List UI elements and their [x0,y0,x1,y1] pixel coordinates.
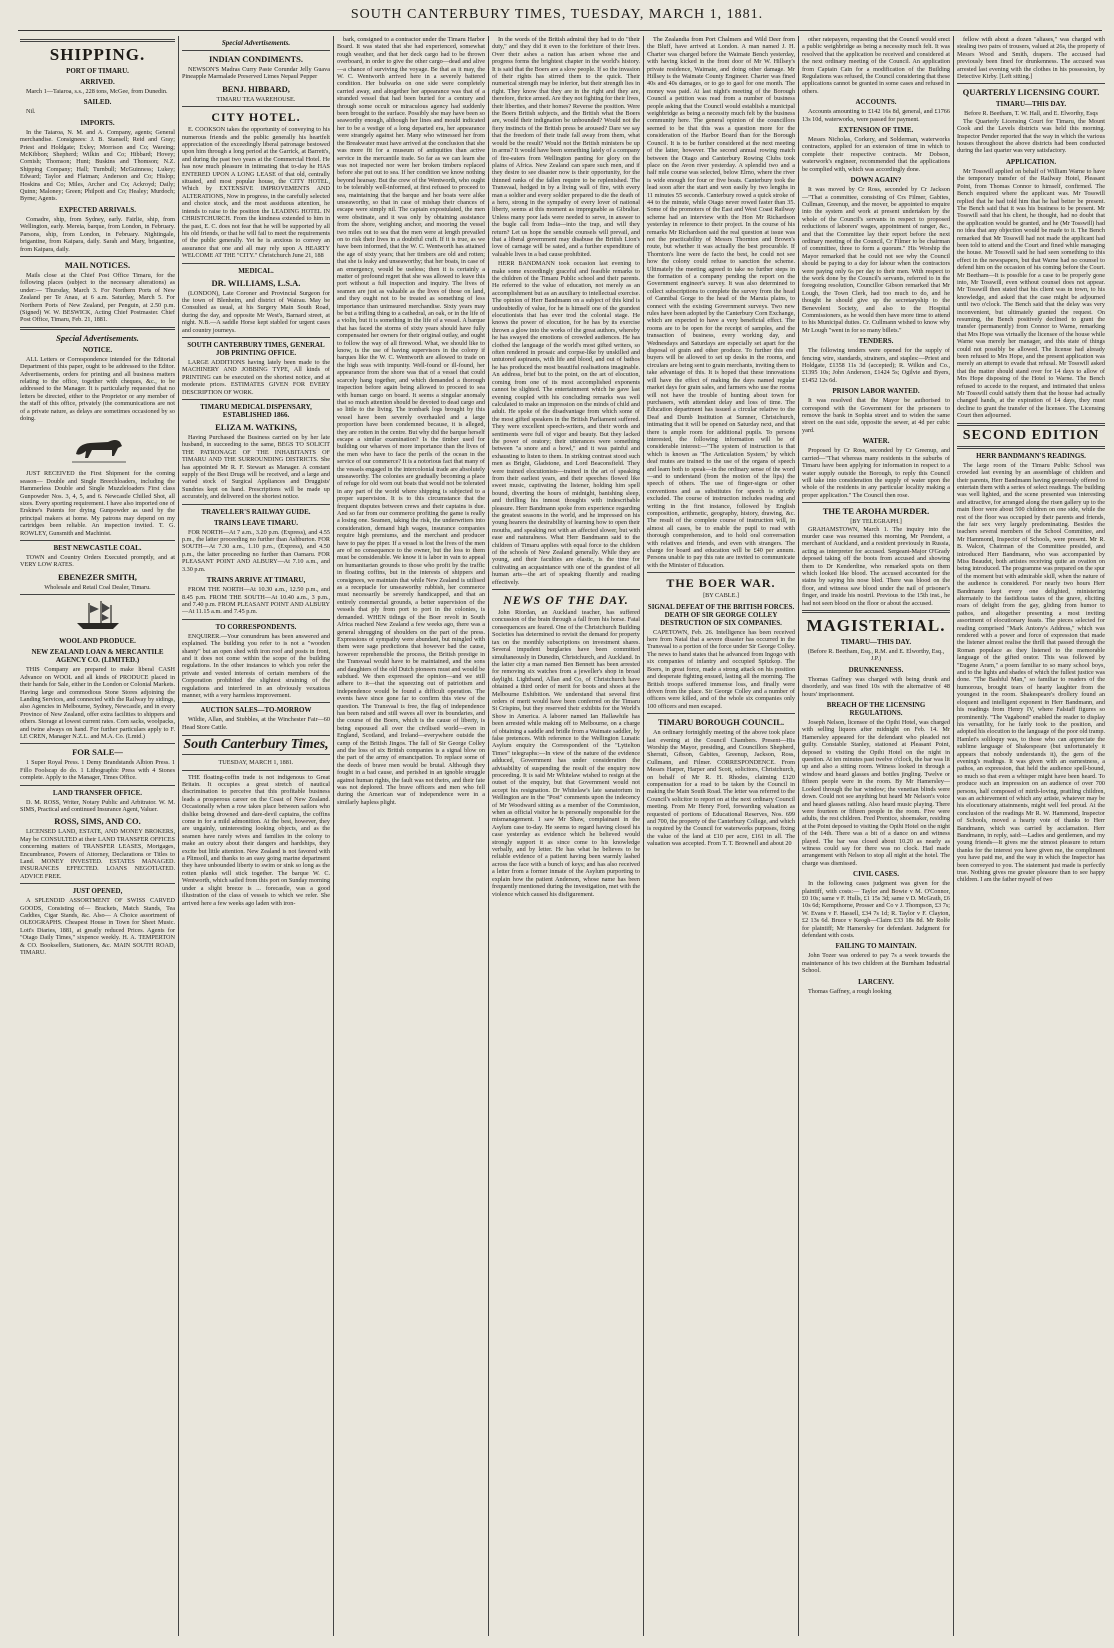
swiss-heading: JUST OPENED, [72,887,123,896]
council-continued: other ratepayers, requesting that the Council would erect a public weighbridge as being a necessity much felt. It was resolved that the application be received and considered at the next ordinary meeting of the Council. An application from Captain Cain for a modification of the Building Regulations was refused, the Council considering that these applications cannot be granted in some cases and refused in others. [802,36,950,95]
divider [20,883,175,884]
column-3 [337,36,485,1638]
application-text: Mr Tosswill applied on behalf of William Warne to have the temporary transfer of the Railway Hotel, Pleasant Point, from Thomas Connor to himself, confirmed. The Bench enquired where the applicant was. Mr Tosswill replied that he had told him that he had better be present. The Bench said that it was his business to be present. Mr Tosswill said that his client, he thought, had no doubt that the application would be granted, and he (Mr Tosswill) had no idea that any objection would be made to it. The Bench remarked that Mr Tosswill had not made the applicant had been told to attend and the Court and fined while managing the house. Mr Tosswill said he had seen something to this effect in the newspapers, but that Warne had no counsel to defend him on the occasion of his coming before the Court. Mr Beetham—It is possible for a case to be properly gone into, Mr Tosswill, even without counsel does not appear. Mr Tosswill then stated that his client was in town, to his knowledge, and asked that the case might be adjourned until two o'clock. The Bench said that the delay was very inconvenient, but ultimately granted the request. On resuming, the Bench positively declined to grant the transfer (permanently) from Connor to Warne, remarking that Mrs Hope was virtually the licensee of the house while Warne was merely her manager, and this state of things could not possibly be allowed. The license had already been refused to Mrs Hope, and the present application was merely an attempt to evade that refusal. Mr Tosswill asked that the matter should stand over for 14 days to allow of Mrs Hope disposing of the Hotel to Warne. The Bench refused to accede to the request, and intimated that unless Mr Tosswill could satisfy them that the house had actually changed hands, at the expiration of 14 days, they must decline to grant the transfer of the licensee. The Licensing Court then adjourned. [957,167,1105,420]
te-aroha-text: GRAHAMSTOWN, March 1. The inquiry into the murder case was resumed this morning, Mr Prendent, a merchant of Auckland, and a resident previously in Russia, acting as interpreter for accused. Sergeant-Major O'Grady deposed taking off the boots from accused and showing them to Dr Kenderdine, who remarked spots on them which looked like blood. The accused accounted for the stains by saying his nose bled. There was blood on the floor, and witness saw blood under the nail of prisoner's finger, and inside his nostril. Previous to the 15th inst., he had not seen blood on the floor or about the accused. [802,525,950,607]
trains-arrive-heading: TRAINS ARRIVE AT TIMARU, [206,576,306,585]
borough-council-text: An ordinary fortnightly meeting of the above took place last evening at the Council Chambers. Present—His Worship the Mayor, presiding, and Councillors Shepherd, Sherratt, Gibson, Gabites, Greenup, Jackson, Ross, Cullmann, and Filmer. CORRESPONDENCE. From Messrs Harper, Harper and Scott, solicitors, Christchurch, on behalf of Mr R. H. Rhodes, claiming £120 compensation for a road to be taken by the Council in making the Main South Road. The letter was referred to the Council's solicitor to report on at the next ordinary Council meeting. From Mr Henry Ford, forwarding valuation as requested of portions of Educational Reserves, Nos. 699 and 700, the property of the Canterbury College, and which is required by the Council for waterworks purposes, fixing the value of the land at £10 per acre, £161 in all. The valuation was accepted. From T. T. Brownell and about 20 [647,729,795,848]
divider [182,399,330,400]
dispensary-heading: TIMARU MEDICAL DISPENSARY, ESTABLISHED 1866. [200,403,312,419]
swiss-text: A SPLENDID ASSORTMENT OF SWISS CARVED GOODS, Consisting of— Brackets, Match Stands, Tea Caddies, Cigar Stands, &c. Also— A Choice assortment of OLEOGRAPHS. Cheapest House in Town for Sheet Music. Lott's Diaries, 1881, at greatly reduced Prices. Agents for "Otago Daily Times," sixpence weekly. H. A. TEMPERTON & CO. Booksellers, Stationers, &c. MAIN SOUTH ROAD, TIMARU. [20,897,175,957]
down-again-text: It was moved by Cr Ross, seconded by Cr Jackson—"That a committee, consisting of Crs Filmer, Gabites, Cullman, Greenup, and the mover, be appointed to enquire into the system and work at present undertaken by the whole of the Council's servants in respect to proposed reductions of laborers' wages, appointment of ranger, &c., and that the Committee lay their report before the next ordinary meeting of the Council, Cr Filmer to be chairman of committee, three to form a quorum." His Worship the Mayor remarked that he could not see why the Council should be paying to a day for labour when the contractors were paying only 6s per day to their men. With respect to the work done by the Council's servants, referred to in the foregoing resolution, Councillor Gibson remarked that Mr Lough, the Town Clerk, had too much to do, and he thought he should give up the secretaryship to the Benevolent Society, and also to the Hospital Commissioners, as he would then have more time to attend to his Municipal duties. Cr. Cullmann wished to know why Mr Lough "went in for so many billets." [802,186,950,334]
extension-label: EXTENSION OF TIME. [838,126,914,135]
water-label: WATER. [862,437,890,446]
column-rule [178,36,179,1636]
divider [647,713,795,714]
mail-text: Mails close at the Chief Post Office Timaru, for the following places (subject to the necessary alterations) as under:— Thursday, March 3. For Northern Ports of New Zealand per Te Anau, at 6 a.m. Saturday, March 5. For Northern Ports of New Zealand, per Penguin, at 2.50 p.m. (Signed) W. W. BESWICK, Acting Chief Postmaster. Chief Post Office, Timaru, Feb. 21, 1881. [20,271,175,324]
for-sale-heading: FOR SALE— [72,747,123,758]
divider [802,610,950,613]
wool-heading: WOOL AND PRODUCE. [59,637,136,646]
column-7 [957,36,1105,1638]
land-transfer-heading: LAND TRANSFER OFFICE. [52,788,143,797]
divider [20,39,175,42]
arrived-text: March 1—Taiaroa, s.s., 228 tons, McGee, from Dunedin. [26,88,168,95]
divider [182,619,330,620]
accounts-text: Accounts amounting to £142 16s 8d, general, and £1766 13s 10d, waterworks, were passed for payment. [802,108,950,123]
masthead: SOUTH CANTERBURY TIMES, TUESDAY, MARCH 1, 1881. [350,7,764,22]
accounts-label: ACCOUNTS. [855,98,897,107]
column-4 [492,36,640,1638]
licensing-court-bench: Before R. Beetham, T. W. Hall, and E. Elworthy, Esqs [964,110,1098,118]
city-hotel-heading: CITY HOTEL. [211,110,301,125]
trains-arrive-text: FROM THE NORTH—At 10.30 a.m., 12.50 p.m., and 8.45 p.m. FROM THE SOUTH—At 10.40 a.m., 3 p.m., and 7.40 p.m. FROM PLEASANT POINT AND ALBURY—At 11.15 a.m. and 7.45 p.m. [182,586,330,616]
dog-engraving-icon [68,426,128,466]
paper-nameplate: South Canterbury Times, [182,735,330,755]
divider [182,50,330,51]
boer-war-byline: [BY CABLE.] [703,592,739,600]
column-rule [798,36,799,1636]
bandmann-editorial: HERR BANDMANN took occasion last evening to make some exceedingly graceful and feasible remarks to the children of the Timaru Public school and their parents. He referred to the value of education, not merely as an accomplishment but as an auxiliary to intellectual exercise. The opinion of Herr Bandmann on a subject of this kind is undoubtedly of value, for he is himself one of the grandest elocutionists that has ever trod the colonial stage. He knows the power of elocution, for he has by its exercise thrown a glow into the works of the great authors, whereby he has swayed the emotions of crowded audiences. He has clothed the language of the world's most gifted writers, so often rendered in prosaic and corpse-like by unskilled and untutored aspirants, with life and blood, and out of bathos he has produced the most beautiful realisations imaginable. An address, brief but to the point, on the art of elocution, coming from one of its most accomplished exponents cannot be slighted. The entertainment which he gave last evening coupled with his concluding remarks was well calculated to make an impression on the minds of child and adult. He spoke of the disadvantage from which some of the most gifted speakers in the British Parliament suffered. They were excellent speech-writers, and their words and sentiments were full of vigor and beauty. But they lacked the power of oratory; their utterances were something between "a snore and a howl," and it was painful and exhausting to listen to them. In striking contrast stood such men as Bright, Gladstone, and Lord Beaconsfield. They were trained elocutionists—trained in the art of speaking from their earliest years, and their speeches flowed like sweet music, captivating the listener, holding him spell bound, diverting the hours of midnight, banishing sleep, and thrilling his inmost thoughts with indescribable pleasure. Herr Bandmann spoke from experience regarding the greatest seasons in the world, and he impressed on his young hearers the desirability of learning how to open their mouths, and speaking not with an affected slower, but with ease and naturalness. What Herr Bandmann said to the children of Timaru applies with equal force to the children of the schools of New Zealand generally. While they are young, and their faculties are elastic, is the time for cultivating an acquaintance with one of the grandest of all human arts—the art of speaking fluently and reading effectively. [492,260,640,586]
borough-council-heading: TIMARU BOROUGH COUNCIL. [657,717,785,728]
williams-name: DR. WILLIAMS, L.S.A. [211,277,301,288]
williams-text: (LONDON), Late Coroner and Provincial Surgeon for the town of Blenheim, and district of Wairau. May be Consulted as usual, at his Surgery Main South Road, during the day, and opposite Mr West's, Barnard street, at night. N.B.—A saddle Horse kept stabled for urgent cases and country journeys. [182,289,330,334]
for-sale-text: 1 Super Royal Press. 1 Demy Brandstands Albion Press. 1 Fillo Foolscap do do. 1 Lithographic Press with 4 Stones complete. Apply to the Manager, Times Office. [20,759,175,782]
tenders-label: TENDERS. [858,337,894,346]
arrived-label: ARRIVED. [80,78,115,86]
dispensary-name: ELIZA M. WATKINS, [215,422,297,432]
boer-war-text: CAPETOWN, Feb. 26. Intelligence has been received here from Natal that a severe disaster has occurred in the Transvaal to a portion of the force under Sir George Colley. The news to hand states that he advanced from Ingogo with six companies of infantry and occupied Spitzkop. The Boers, in great force, made a strong attack on his position and desperate fighting ensued, lasting all the morning. The British troops suffered immense loss, and finally were driven from the place. Sir George Colley and a number of officers were killed, and of the whole six companies only 100 officers and men escaped. [647,628,795,710]
indian-text: NEWSON'S Madras Curry Paste Corundar Jelly Guava Pineapple Marmalade Preserved Limes Nepaul Pepper [182,66,330,81]
coal-heading: BEST NEWCASTLE COAL. [53,544,142,553]
breach-label: BREACH OF THE LICENSING REGULATIONS. [826,701,926,718]
licensing-court-sub: TIMARU—THIS DAY. [995,100,1067,109]
column-2 [182,36,330,1638]
te-aroha-heading: THE TE AROHA MURDER. [822,506,930,517]
divider [492,589,640,590]
drunkenness-text: Thomas Gaffney was charged with being drunk and disorderly, and was fined 10s with the alternative of 48 hours' imprisonment. [802,675,950,698]
news-of-the-day-text: John Riordan, an Auckland teacher, has suffered concussion of the brain through a fall from his horse. Fatal consequences are feared. One of the Christchurch Building Societies has determined to revisit the demand for property tax on the monthly subscriptions on investment shares. Several impudent burglaries have been committed simultaneously in Dunedin, Christchurch, and Auckland. In the latter city a man named Ben Bennett has been arrested for removing six watches from a jeweller's shop in broad daylight. Lightband, Allan and Co, of Christchurch have obtained a third order of merit for boots and shoes at the Melbourne Exhibition. We understand that several first orders of merit would have been conferred on the Timaru St Crispins, but they reserved their exhibits for the World's Show in America. A laborer named Ian Hallawhile has been arrested while making off to Melbourne, on a charge of obtaining a saddle and bridle from a Waimate saddler, by false pretences. With reference to the Wellington Lunatic Asylum enquiry the Correspondent of the "Lyttelton Times" telegraphs:—In view of the nature of the evidence adduced, Government has under consideration the advisability of suspending the result of the enquiry now proceeding. It is said Mr Whitelaw wished to resign at the outset of the enquiry, but that Government would not accept his resignation. Dr Whitelaw's late sanatorium in Wellington are in the "Post" comments upon the indecency of Mr Woodward sitting as a member of the Commission, when as official visitor he is personally responsible for the mismanagement. I saw Mr Shaw, complainant in the Asylum case to-day. He seems to regard having closed his case yesterday as evidence which he believed would strongly support it as since come to his knowledge verbally, and by letter. He has what he believes to be reliable evidence of a patient having been warmly lashed across the face with a bunch of keys; and has also received a letter from a former inmate of the Asylum purporting to explain how the patient Anderson, whose name has been frequently mentioned during the investigation, met with the violence which caused his disfigurement. [492,609,640,898]
sailed-label: SAILED. [83,98,112,107]
civil-cases-label: CIVIL CASES. [853,870,899,879]
divider [182,263,330,264]
divider [957,446,1105,449]
drunkenness-label: DRUNKENNESS. [848,665,904,674]
divider [20,743,175,744]
nzla-text: THIS Company are prepared to make liberal CASH Advance on WOOL and all kinds of PRODUCE placed in their hands for Sale, either in the London or Colonial Markets. Having large and commodious Stone Stores adjoining the Landing Services, and connected with the Railway by sidings, also Agencies in Melbourne, Sydney, Newcastle, and in every Province of New Zealand, offer extra facilities to shippers and others. Storage at lowest current rates. Corn sacks, woolpacks, and twine always on hand. For further particulars apply to F. LE CREN, Manager N.Z.L. and M.A. Co. (Lmtd.) [20,666,175,740]
city-hotel-text: E. COOKSON takes the opportunity of conveying to his numerous friends and the public generally his heartfelt appreciation of the exceedingly liberal patronage bestowed upon him through a long period at the Garrick, at Barrett's, and during the past two years at the Commercial Hotel. He has now much pleasure in intimating that to-day he HAS ENTERED UPON A LONG LEASE of that old, centrally situated, and most popular house, the CITY HOTEL, Which by EXTENSIVE IMPROVEMENTS AND ALTERATIONS, Now in progress, in the carefully selected and choice stock, and the most assiduous attention, he intends to raise to the position the LEADING HOTEL IN CHRISTCHURCH. From the kindness extended to him in the past, E. C. does not fear that he will be supported by all his old friends, or that he will fail to meet the requirements of the public generally. Yet he is anxious to convey an assurance that one and all may rely upon A HEARTY WELCOME AT THE "CITY." Christchurch June 21, 188 [182,126,330,260]
divider [20,785,175,786]
ship-engraving-icon [71,599,125,633]
maintain-text: John Tozer was ordered to pay 7s a week towards the maintenance of his two children at the Burnham Industrial School. [802,952,950,975]
port-heading: PORT OF TIMARU. [66,67,129,75]
expected-label: EXPECTED ARRIVALS. [59,205,136,214]
extension-text: Messrs Nicholas, Corkery, and Solderman, waterworks contractors, applied for an extension of time in which to complete their respective contracts. Mr Dobson, waterwork's engineer, recommended that the applications be complied with, which was accordingly done. [802,136,950,173]
second-edition-heading: SECOND EDITION [962,427,1100,443]
prison-label: PRISON LABOR WANTED. [832,387,920,396]
news-of-the-day-heading: NEWS OF THE DAY. [503,593,629,608]
divider [20,327,175,330]
divider [20,256,175,257]
expected-text: Comadre, ship, from Sydney, early. Fairlie, ship, from Wellington, early. Mereia, barque, from London, in February. Parsons, ship, from London, in February. Nightingale, brigantine, from Kaipara, daily. Sarah and Mary, brigantine, from Kaipara, daily. [20,215,175,253]
licensing-court-text: The Quarterly Licensing Court for Timaru, the Mount Cook and the Levels districts was held this morning. Inspector Pender reported that the way in which the various houses throughout the above districts had been conducted during the last quarter was very satisfactory. [957,117,1105,155]
trains-leave-text: FOR NORTH—At 7 a.m., 3.20 p.m. (Express), and 4.55 p.m., the latter proceeding no further than Ashburton. FOR SOUTH—At 7.30 a.m., 1.10 p.m., (Express), and 4.50 p.m., the latter proceeding no further than Oamaru. FOR PLEASANT POINT AND ALBURY—At 7.10 a.m., and 3.30 p.m. [182,528,330,573]
te-aroha-byline: [BY TELEGRAPH.] [850,518,902,526]
licensing-court-heading: QUARTERLY LICENSING COURT. [962,87,1100,98]
rowley-ad-text: JUST RECEIVED the First Shipment for the coming season— Double and Single Breechloaders, including the Hammerless Double and Single Muzzleloaders First class Gunpowder Nos. 3, 4, 5, and 6. Newcastle Chilled Shot, all sizes. Every sporting requirement. I have also imported one of Erskine's Patents for drying Gunpowder as used by the principal makers at home. My patrons may depend on my cartridges been reliable. An inspection invited. T. G. ROWLEY, Gunsmith and Machinist. [20,470,175,537]
imports-label: IMPORTS. [80,118,115,127]
larceny-label: LARCENY. [858,977,894,986]
mail-heading: MAIL NOTICES. [64,259,131,270]
divider [20,594,175,595]
indian-heading: INDIAN CONDIMENTS. [209,54,303,64]
masthead-rule [18,30,1102,31]
breach-text: Joseph Nelson, licensee of the Opihi Hotel, was charged with selling liquors after midnight on Feb. 14. Mr Hamersley appeared for the defendant who pleaded not guilty. Constable Stanley, stationed at Pleasant Point, deposed to visiting the Opihi Hotel on the night in question. At ten minutes past twelve o'clock, the bar was lit up and also a sitting room. Witness looked in through a window and heard glasses and bottles jingling. Twelve or fifteen people were in the room. By Mr Hamersley—Looked through the bar window; the venetian blinds were down. Could not see anything but heard Mr Nelson's voice and heard glasses rattling. Also heard music playing. There were fourteen or fifteen people in the room. Five were adults, the rest children. Fred Prentice, shoemaker, residing at the Point deposed to visiting the Opihi Hotel on the night of the 14th. There was a bit of a dance on and witness played. The bar was closed about 10.20 as nearly as witness could say for there was no clock. Had made arrangement with Nelson to stop all night at the hotel. The charge was dismissed. [802,719,950,867]
tenders-text: The following tenders were opened for the supply of fencing wire, standards, strainers, and staples:—Priest and Holdgate, £1358 11s 3d (accepted); R. Wilkin and Co., £1395 10s; John Anderson, £1424 5s; Ogilvie and Byers, £1452 12s 6d. [802,347,950,384]
news-items-continued: The Zealandia from Port Chalmers and Wild Deer from the Bluff, have arrived at London. A man named J. H. Charter was charged before the Waimate Bench yesterday, with having kicked in the front door of Mr W. Hillsey's private residence, Waimate, and doing other damage. Mr Hillsey is the Waimate County Engineer. Charter was fined 40s and 40s damages, or to go to gaol for one month. The money was paid. At last night's meeting of the Borough Council a petition was read from a number of business people asking that the Council would establish a municipal weighbridge as being a necessity much felt by the business community here. The general opinion of the councillors seemed to be that this was a question more for the consideration of the Harbor Board than for the Borough Council. It is to be further considered at the next meeting of the latter, however. The second annual rowing match between the Otago and Canterbury Rowing Clubs took place on the Avon river yesterday. A splendid two and a half mile course was selected, below Elrno, where the river is wide enough for four or five boats. Canterbury took the lead soon after the start and won easily by two lengths in 11 minutes 55 seconds. Canterbury rowed a quick stroke of 44 to the minute, while Otago never rowed faster than 35. Some of the promoters of the East and West Coast Railway scheme had an interview with the Hon Mr Richardson yesterday in reference to their project. In the course of his remarks Mr Richardson said the real question at issue was not the practicability of Messrs Thornton and Brown's route, but whether it was actually the best procurable. If Thornton's line were de facto the best, he could not see how the colony could refuse to sanction the scheme. Ultimately the meeting agreed to take no further steps in the formation of a company pending the report on the Government engineer's survey. It was also determined to collect subscriptions to complete the survey from the head of Cannibal Gorge to the head of the Maruia plains, to connect with the existing Government surveys. Two new rules have been adopted by the Canterbury Corn Exchange, which are expected to have a very beneficial effect. The rooms are to be open for the receipt of samples, and the transaction of business, every working day, and Wednesdays and Saturdays are especially set apart for the disposal of grain and other produce. To further this end buyers will be allowed to set up desks in the rooms, and circulars are being sent to grain merchants, inviting them to take advantage of this. It is hoped that these innovations will have the effect of making the days named regular market days for grain sales, and farmers who use the rooms will not have the trouble of hunting about town for purchasers, with attendant delay and loss of time. The Education department has issued a circular relative to the Deaf and Dumb Institution at Sumner, Christchurch, intimating that it will be opened on Saturday next, and that there is ample room for additional pupils. To persons interested, the following information will be of considerable interest:—"The system of instruction is that which is known as 'The Articulation System,' by which deaf mutes are trained to the use of the organs of speech and learn both to speak—in the ordinary sense of the word—and to understand (from the motion of the lips) the speech of others. The use of finger-signs or other conventions and as substitutes for speech is strictly excluded. The course of instruction includes reading and writing in the first instance, followed by English composition, arithmetic, geography, history, drawing, &c. The result of the complete course of instruction will, in almost all cases, be to enable the pupil to read with thorough comprehension, and to hold oral conversation with relatives and friends, and even with strangers. The charge for board and education will be £40 per annum. Persons unable to pay this rate are invited to communicate with the Minister of Education. [647,36,795,569]
larceny-text: Thomas Gaffney, a rough looking [808,987,892,995]
divider [802,502,950,503]
coal-text: TOWN and Country Orders Executed promptly, and at VERY LOW RATES. [20,554,175,569]
job-office-heading: SOUTH CANTERBURY TIMES, GENERAL JOB PRINTING OFFICE. [187,340,325,357]
hibbard-sub: TIMARU TEA WAREHOUSE. [216,95,296,103]
divider [20,540,175,541]
column-6 [802,36,950,1638]
trains-leave-heading: TRAINS LEAVE TIMARU. [214,518,298,527]
land-transfer-names: D. M. ROSS, Writer, Notary Public and Arbitrator. W. M. SIMS, Practical and continued Insurance Agent, Valuer. [20,798,175,813]
land-transfer-text: LICENSED LAND, ESTATE, AND MONEY BROKERS, May be CONSULTED at their LAND TRANSFER OFFICES concerning matters of TRANSFER LEASES, Mortgages, Encumbrance, Powers of Attorney, Declarations or Titles to Land. MONEY INVESTED. ESTATES MANAGED. INSURANCES EFFECTED. LOANS NEGOTIATED. ADVICE FREE. [20,828,175,880]
column-rule [488,36,489,1636]
job-office-text: LARGE ADDITIONS having lately been made to the MACHINERY AND JOBBING TYPE, All kinds of PRINTING can be executed on the shortest notice, and at moderate prices. ESTIMATES GIVEN FOR EVERY DESCRIPTION OF WORK. [182,358,330,396]
divider [182,337,330,338]
application-label: APPLICATION. [1005,157,1057,166]
maintain-label: FAILING TO MAINTAIN. [835,942,917,951]
boer-war-heading: THE BOER WAR. [666,576,776,591]
magisterial-bench: (Before R. Beetham, Esq., R.M. and E. Elworthy, Esq., J.P.) [807,648,945,663]
larceny-continued: fellow with about a dozen "aliases," was charged with stealing two pairs of trousers, valued at 26s, the property of Messrs Wood and Smith, drapers. The accused had previously been fined for drunkenness. The accused was arrested last evening with the clothes in his possession, by Detective Kirby. [Left sitting.] [957,36,1105,81]
divider [182,504,330,505]
column-5 [647,36,795,1638]
hibbard-name: BENJ. HIBBARD, [222,83,290,94]
magisterial-heading: MAGISTERIAL. [806,616,946,635]
boer-editorial-continued: In the words of the British admiral they had to do "their duty," and they did it even to the forfeiture of their lives. Over their ashes a nation has arisen whose rise and progress forms the brightest chapter in the world's history. It is said that the Boers are a slow people. If so the invasion of their rights has stirred them to the quick. Their numerical strength may be inferior, but their strength lies in right. They know that they are in the right and they are, therefore, thrice armed. Are they not fighting for their lives, their liberties, and their homes? Reverse the position. Were the Boers British subjects, and the British what the Boers are, would their indignation be unbounded? Would not the fiery instincts of the British press be aroused? Dare we say that the freedom of their trade fall away from them, what would be the result? Would not the British ministers be up in arms? It would have been something lately of a company of fire-eaters from Wellington panting for glory on the plains of Africa. New Zealand can spare such men, and if they desire to see disaster now is their opportunity, for the thinned ranks of the fallen require to be replenished. The Transvaal, hedged in by a living wall of fire, with every man a soldier and every soldier prepared to die the death of a hero, strong in the sympathy of every lover of national liberty, seems at this moment as impregnable as Gibraltar. Unless many poor lads were needed to serve, in answer to the bugle call from India—into the trap, and will they return? Let us hope the sensible counsels will prevail, and that a liberal government may disabuse the British Lion's love of carnage will be sated, and a further expenditure of valuable lives in a bad cause prohibited. [492,36,640,258]
nzla-heading: NEW ZEALAND LOAN & MERCANTILE AGENCY CO. (LIMITED.) [31,648,164,665]
prison-text: It was resolved that the Mayor be authorised to correspond with the Government for the prisoners to remove the bank in Sophia street and to widen the same street on the east side, opposite the sewer, at 4d per cubic yard. [802,397,950,434]
coal-dealer-name: EBENEZER SMITH, [58,571,137,582]
water-text: Proposed by Cr Ross, seconded by Cr Greenup, and carried—"That whereas many residents in the suburbs of Timaru have been applying for information in respect to a water supply outside the Borough, to reply this Council will take into consideration the supply of water upon the whole of the residents in any particular locality making a proper application." The Council then rose. [802,447,950,499]
divider [182,106,330,107]
readings-heading: HERR BANDMANN'S READINGS. [976,451,1086,460]
magisterial-sub: TIMARU—THIS DAY. [840,638,912,646]
auction-text: Wildie, Allan, and Stubbles, at the Winchester Fair—60 Head Store Cattle. [182,716,330,731]
correspondents-heading: TO CORRESPONDENTS. [215,622,297,631]
sailed-text: Nil. [26,108,36,116]
notice-text: ALL Letters or Correspondence intended for the Editorial Department of this paper, ought to be addressed to the Editor. Advertisements, orders for printing and all business matters relating to the office, together with cheques, &c., to be addressed to the Manager. It is particularly requested that no letters be directed, either to the Proprietor or any member of the staff of this office, privately (the communications are not of a private nature, as delays are sometimes occasioned by so doing. [20,355,175,422]
column-rule [333,36,334,1636]
leader-article-continued: bark, consigned to a contractor under the Timaru Harbor Board. It was stated that she had experienced, somewhat rough weather, and that her deck cargo had to be thrown overboard, in order to give the other cargo—dead and alive—a chance of surviving the voyage. Be that as it may, the W. C. Wentworth arrived here in a severely battered condition. Her bulwarks on one side were completely carried away, and altogether her appearance was that of a stranded vessel that had been buried for a century and through some occult or miraculous agency had suddenly been brought to the surface. Possibly she may have been so seaworthy enough, although her lines and mould indicated her to be a vestige of a long departed era, her appearance were strangely against her. Many who witnessed her from the Breakwater must have arrived at the conclusion that she was more fit for a museum of antiquities than active service in the mercantile trade. So far as we can learn she was not inspected nor were her broken timbers replaced before she put out to sea. If her condition we know nothing beyond hearsay. But the crew of the Wentworth, who ought to be tolerably well-informed, at first refused to proceed to sea, maintaining that the barque and her boats were alike unseaworthy, so that in case of mishap their chances of escape were simply nil. The captain expostulated, the men were obstinate, and it was only by obtaining assistance from the shore, weighing anchor, and mooring the vessel two miles out to sea that the men were at length prevailed on to risk their lives in a doubtful craft. If it is true, as we have been informed, that the W. C. Wentworth has attained the age of sixty years; that her timbers are old and rotten; that she is leaky and unseaworthy; that her boats, in case of an emergency, would be useless; then it is certainly a matter of profound regret that she was allowed to leave this port without a full inspection and inquiry. The lives of seamen are just as valuable as the lives of those on land, and they ought not to be treated as something of less importance than unimsured merchandise. Sixty years may be but a trifling thing to a cathedral, an oak, or in the life of a violin, but it is something in the life of a vessel. A barque that has faced the storms of sixty years should have fully compensated her owners for their original outlay, and ought to follow the way of all firewood. What, we should like to know, is the use of having supervisors in the colony if barques like the W. C. Wentworth are allowed to trade on the high seas with impunity. Well-found or ill-found, her appearance from the shore was that of a vessel that could scarcely hang together, and which demanded a thorough inspection before again being allowed to proceed to sea with human cargo on board. It seems a singular anomaly that so much attention should be devoted to dead cargo and so little to the living. The ironbark logs brought by this vessel have been severely overhauled and a large proportion have been condemned because, it is alleged, they are rotten in the centre. But why did the barque herself escape a similar examination? Is the timber used for building our wharves of more importance than the lives of the men who have to face the perils of the ocean in the service of our commerce? It is a notorious fact that many of the vessels engaged in the intercolonial trade are absolutely unseaworthy. The colonies are gradually becoming a place of refuge for old worn out boats that would not be tolerated in any part of the world where shipping is subjected to a proper supervision. It is to this circumstance that the frequent disputes between crews and their captains is due. And so far from our commerce profiting the game is really a losing one. Seamen, taking the risk, the underwriters into consideration, demand high wages, insurance companies require high premiums, and the merchant and producer have to pay the piper. If a vessel is lost the lives of the men are of no consequence to the owner, but the loss to them must be considerable. We know it is labor in vain to appeal on humanitarian grounds to those who profit by the traffic in floating coffins, but in the interests of shippers and consignees, we maintain that while New Zealand is utilised as a receptacle for unseaworthy rubbish, her commerce must necessarily be severely handicapped, and that an entirely commercial grounds, a better supervision of the vessels that ply from port to port in the colonies, is demanded. WHEN tidings of the Boer revolt in South Africa reached New Zealand a few weeks ago, there was a general shrugging of shoulders on the part of the press. Expressions of sympathy were abundant, but mingled with them were sage predictions that however bad the cause, however reprehensible the process, the British prestige in the Transvaal would have to be maintained, and the sons and daughters of the old Dutch pioneers must and would be subdued. We then expressed the opinion—and we still adhere to it—that the squeezing out of patriotism and independence would be found a difficult operation. The events have since gone far to confirm this view of the question. The Transvaal is free, the flag of independence has been raised and still waves all over its boundaries, and the course of the Boers, which is the cause of liberty, is being espoused all over the civilised world—even in England, Scotland, and Ireland—everywhere outside the camp of the British Jingos. The fall of Sir George Colley and the loss of six British companies is a signal blow on the part of the army of emancipation. To replace some of the deeds of brave men would be brutal. Although they fought in a bad cause, and perished in an ignoble struggle against human rights, the fault was not theirs, and their fate was not deplored. The brave officers and men who fell during the American war of independence were in a similarly hapless plight. [337,36,485,806]
divider [182,770,330,771]
dispensary-text: Having Purchased the Business carried on by her late husband, in succeeding to the same, BEGS TO SOLICIT THE PATRONAGE OF THE INHABITANTS OF TIMARU AND THE SURROUNDING DISTRICTS. She has appointed Mr R. F. Stewart as Manager. A constant supply of the Best Drugs will be received, and a large and varied stock of Surgical Appliances and Druggists' Sundries kept on hand. Prescriptions will be made up accurately, and delivered on the shortest notice. [182,434,330,501]
column-1 [20,36,175,1638]
column-rule [643,36,644,1636]
special-ads-heading: Special Advertisements. [56,332,139,343]
auction-heading: AUCTION SALES—TO-MORROW [200,706,312,715]
railway-heading: TRAVELLER'S RAILWAY GUIDE. [201,507,311,516]
correspondents-text: ENQUIRER.—Your conundrum has been answered and explained. The building you refer to is not a "wooden shanty" but an open shed with iron roof and posts in front, and it does not come within the scope of the building regulations. In the other instances to which you refer the private and vested interests of certain members of the Corporation prohibited the slightest straining of the regulations and interfered in an obviously vexatious manner, with a very harmless improvement. [182,632,330,699]
shipping-heading: SHIPPING. [49,45,146,64]
divider [182,702,330,703]
special-ads-heading: Special Advertisements. [221,39,291,47]
divider [957,423,1105,426]
coal-dealer-sub: Wholesale and Retail Coal Dealer, Timaru. [44,583,151,591]
boer-war-subheads: SIGNAL DEFEAT OF THE BRITISH FORCES. DEATH OF SIR GEORGE COLLEY DESTRUCTION OF SIX COMPANIES. [647,602,795,627]
column-rule [953,36,954,1636]
land-transfer-firm: ROSS, SIMS, AND CO. [54,816,141,827]
leader-article-text: THE floating-coffin trade is not indigenous to Great Britain. It occupies a great stretch of nautical discrimination to perceive that this profitable business leads a prosperous career on the Coast of New Zealand. Occasionally when a row takes place between sailors who dislike being drowned and dare-devil captains, the coffins come in for a mild admonition. At the best, however, they are ungainly, uninteresting looking objects, and as the seamen have rarely wives and families in the colony to make an outcry about their dangers and hardships, they excite but little attention. New Zealand is not favored with a Plimsoll, and thanks to an easy going marine department they have unbounded liberty to swim or sink so long as the rotten planks will stick together. The barque W. C. Wentworth, which sailed from this port on Sunday morning under a slight breeze is ... forecastle, was a good illustration of the class of vessels to which we refer. She arrived here a few weeks ago laden with iron- [182,773,330,907]
paper-dateline: TUESDAY, MARCH 1, 1881. [218,759,294,767]
divider [957,83,1105,84]
readings-text: The large room of the Timaru Public School was crowded last evening by an assemblage of children and their parents, Herr Bandmann having generously offered to entertain them with a series of select readings. The building was well lighted, and the scene presented was interesting and attractive, for arranged along the risen gallery up to the main floor were about 500 children on one side, while the rest of the floor was occupied by their parents and friends, the fair sex very largely predominating. Besides the teachers several members of the School Committee, and Mr Hammond, Inspector of Schools, were present. Mr R. B. Walcot, Chairman of the Committee presided, and introduced Herr Bandmann, who was accompanied by Miss Beaudet, both artistes receiving quite an ovation on being introduced. The programme was prepared on the spur of the moment but with admirable skill, when the nature of the audience is considered. For nearly two hours Herr Bandmann kept every one delighted, ministering alternately to the fastidious tastes of the grave, eliciting roars of delight from the gay, gliding from humor to pathos, and altogether presenting a most inviting assortment of elocutionary feasts. The pieces selected for reading comprised "Mark Antony's Address," which was rendered with a power and force of expression that made the listener almost realise the thrill that passed through the Roman populace as they listened to the memorable language of the gifted orator. This was followed by "Eugene Aram," a poem familiar to so many school boys, and to the lights and shades of which the fullest justice was done. "The Bashful Man," so familiar to readers of the humorous, brought tears of hearty laughter from the youngest in the room. Shakespeare's drollery found an eloquent and intelligent exponent in Herr Bandmann, and his readings from Henry IV, where Falstaff figures so prominently. "The Vagabond" enabled the reader to display his versatility, for he fairly took to the position, and adopted his elocution to the language of the poor old tramp. Hamlet's soliloquy was, to those who can appreciate the sublime language of Shakespeare (but unfortunately it appears that nobody understands it), the gem of the evening's readings. It was given with an earnestness, a pathos, an expression, that held the audience spell-bound, so much so that even a whisper might have been heard. To produce such an impression on an audience of over 700 persons, half composed of mirth-loving, prattling children, was an achievement of which any artiste, whatever may be his elocutionary attainments, might well feel proud. At the conclusion of the readings Mr R. W. Hammond, Inspector of Schools, moved a hearty vote of thanks to Herr Bandmann, which was carried by acclamation. Herr Bandmann, in reply, said:—Ladies and gentlemen, and my young friends—It gives me the utmost pleasure to return thanks for the interest you have given me, the compliment you have paid me, and the way in which the Inspector has been conveyed to you. The statement just made is perfectly true. Nothing gives me greater pleasure than to see happy children. I am the father myself of two [957,461,1105,884]
divider [647,572,795,573]
civil-cases-text: In the following cases judgment was given for the plaintiff, with costs:— Taylor and Bowie v M. O'Connor, £0 10s; same v F. Hulls, £1 15s 3d; same v D. McGrath, £6 10s 6d; Kempthorne, Prosser and Co v J. Thompson, £3 7s; W. Evans v F. Hassell, £34 7s 1d; R. Taylor v F. Clayton, £2 13s 6d. Bruce v Keogh—Claim £33 18s 8d. Mr Rolfe for plaintiff; Mr Hamersley for defendant. Judgment for defendant with costs. [802,880,950,939]
down-again-label: DOWN AGAIN? [850,176,902,185]
notice-heading: NOTICE. [82,345,113,354]
imports-text: In the Taiaroa, N. M. and A. Company, agents; General merchandise. Consignees: J. B. Stansell; Reid and Gray; Priest and Holdgate; Exley; Morrison and Co; Wareing; McKibbon; Shepherd; Wilkin and Co; Hibbard; Hovey; Cornish; Thomson; Hunt; Buskins and Thomson; N.Z. Shipping Company; Hall; Turnbull; McGuinness; Lukey; Edward; Taylor and Flatman; Anderson and Co; Hislop; Hoskins and Co; Miles, Archer and Co; Ackroyd; Daily; Quinn; Maloney; Green; Philpott and Co; Healey; Murdoch; Byrne; Agents. [20,128,175,203]
medical-heading: MEDICAL. [238,266,274,275]
